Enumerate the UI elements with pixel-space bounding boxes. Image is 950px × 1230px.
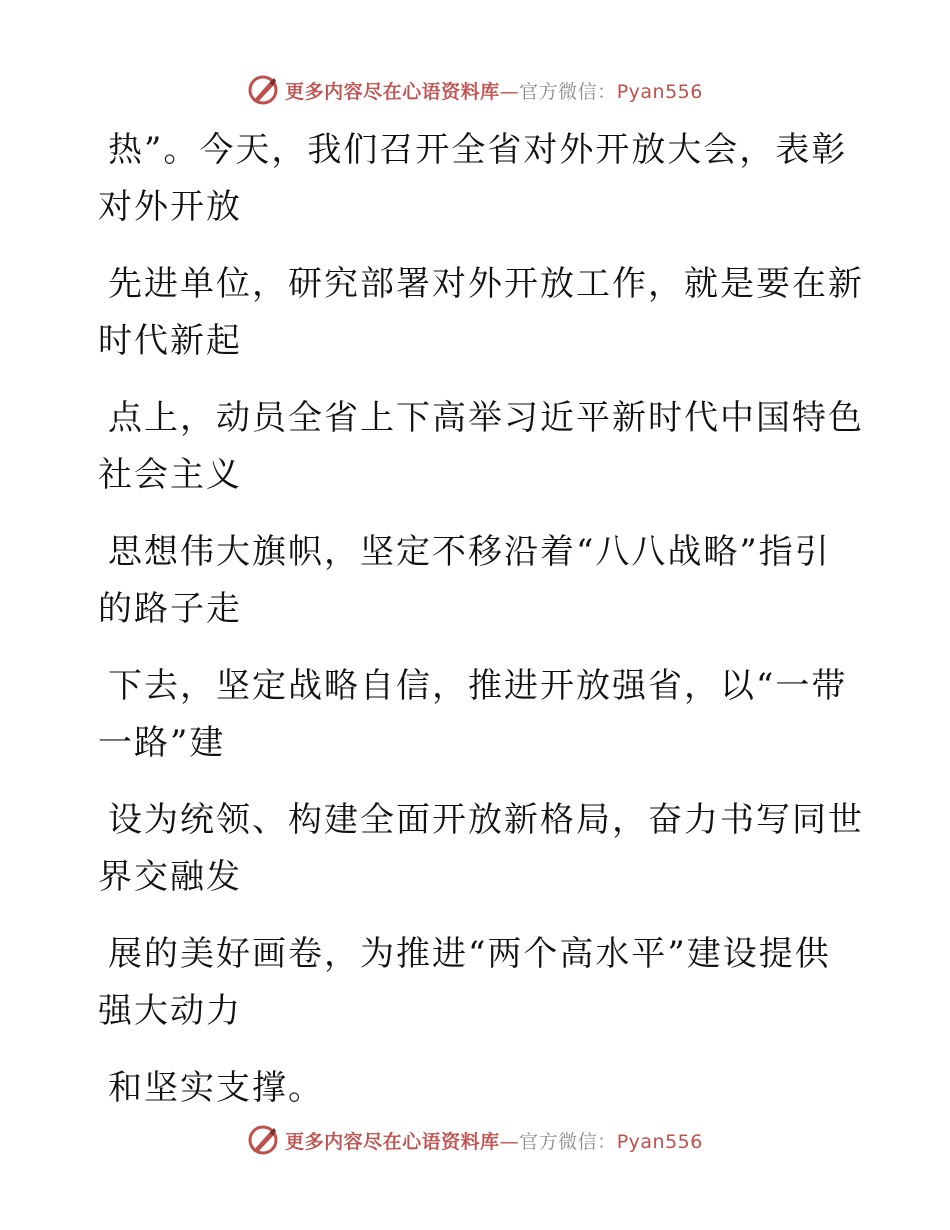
- paragraph-line: 一路”建: [98, 723, 226, 763]
- paragraph-line: 点上，动员全省上下高举习近平新时代中国特色: [108, 398, 864, 438]
- banner-wechat-label: 官方微信：: [519, 80, 617, 103]
- banner-wechat-label: 官方微信：: [519, 1130, 617, 1153]
- banner-wechat-id: Pyan556: [616, 80, 703, 103]
- footer-banner: [0, 1120, 950, 1160]
- banner-dash: —: [499, 80, 520, 103]
- paragraph-line: 先进单位，研究部署对外开放工作，就是要在新: [108, 264, 864, 304]
- paragraph-line: 强大动力: [98, 991, 242, 1031]
- paragraph: [98, 1060, 838, 1117]
- header-banner-content: [247, 74, 703, 106]
- paragraph: [98, 256, 864, 370]
- paragraph-line: 时代新起: [98, 321, 242, 361]
- banner-title: 更多内容尽在心语资料库: [285, 80, 500, 103]
- footer-banner-text: [285, 1127, 703, 1154]
- paragraph: [98, 926, 838, 1040]
- paragraph-line: 设为统领、构建全面开放新格局，奋力书写同世: [108, 800, 864, 840]
- paragraph-line: 和坚实支撑。: [108, 1068, 324, 1108]
- footer-banner-content: [247, 1124, 703, 1156]
- header-banner-text: [285, 77, 703, 104]
- paragraph-line: 热”。今天，我们召开全省对外开放大会，表彰: [108, 130, 848, 170]
- paragraph-line: 社会主义: [98, 455, 242, 495]
- pen-circle-logo-icon: [247, 74, 279, 106]
- paragraph-line: 对外开放: [98, 187, 242, 227]
- document-body: [98, 122, 864, 1137]
- paragraph-line: 思想伟大旗帜，坚定不移沿着“八八战略”指引: [108, 532, 831, 572]
- paragraph: [98, 792, 864, 906]
- banner-dash: —: [499, 1130, 520, 1153]
- header-banner: [0, 70, 950, 110]
- paragraph: [98, 390, 864, 504]
- banner-wechat-id: Pyan556: [616, 1130, 703, 1153]
- paragraph-line: 下去，坚定战略自信，推进开放强省，以“一带: [108, 666, 848, 706]
- paragraph-line: 的路子走: [98, 589, 242, 629]
- pen-circle-logo-icon: [247, 1124, 279, 1156]
- paragraph-line: 展的美好画卷，为推进“两个高水平”建设提供: [108, 934, 831, 974]
- banner-title: 更多内容尽在心语资料库: [285, 1130, 500, 1153]
- paragraph-line: 界交融发: [98, 857, 242, 897]
- paragraph: [98, 524, 838, 638]
- paragraph: [98, 122, 848, 236]
- paragraph: [98, 658, 848, 772]
